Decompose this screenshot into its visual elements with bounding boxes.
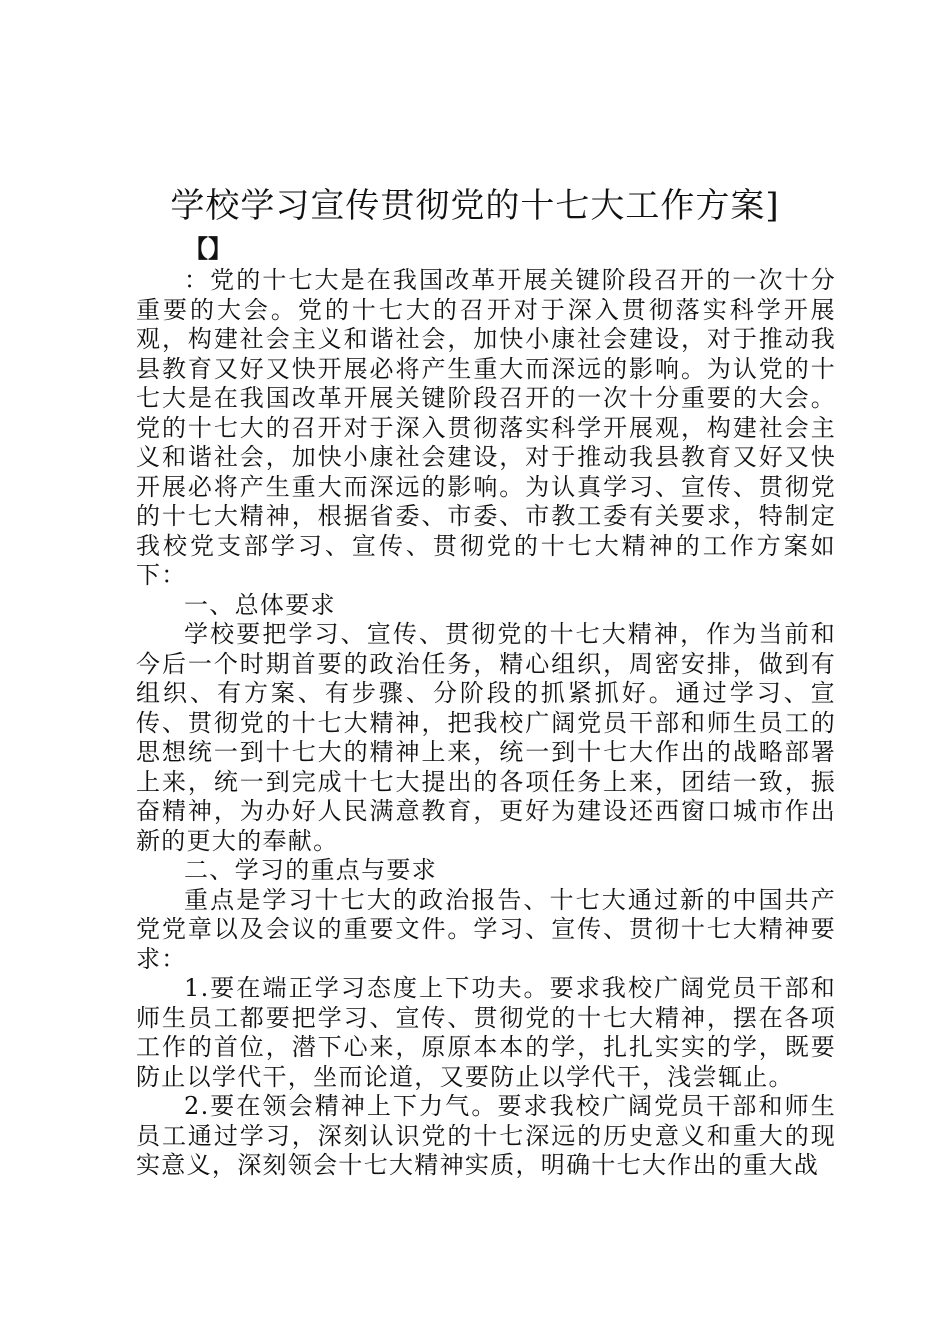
paragraph-overall-requirements: 学校要把学习、宣传、贯彻党的十七大精神，作为当前和今后一个时期首要的政治任务，精心组织，周密安排，做到有组织、有方案、有步骤、分阶段的抓紧抓好。通过学习、宣传、贯彻党的十七大精神，把我校广阔党员干部和师生员工的思想统一到十七大的精神上来，统一到十七大作出的战略部署上来，统一到完成十七大提出的各项任务上来，团结一致，振奋精神，为办好人民满意教育，更好为建设还西窗口城市作出新的更大的奉献。 — [136, 620, 836, 855]
document-body — [136, 266, 836, 1181]
document-title: 学校学习宣传贯彻党的十七大工作方案] — [170, 186, 780, 226]
paragraph-study-focus: 重点是学习十七大的政治报告、十七大通过新的中国共产党党章以及会议的重要文件。学习、宣传、贯彻十七大精神要求： — [136, 885, 836, 973]
paragraph-item-2: 2.要在领会精神上下力气。要求我校广阔党员干部和师生员工通过学习，深刻认识党的十七深远的历史意义和重大的现实意义，深刻领会十七大精神实质，明确十七大作出的重大战 — [136, 1092, 836, 1179]
section-heading-2: 二、学习的重点与要求 — [184, 856, 437, 884]
paragraph-intro: ：党的十七大是在我国改革开展关键阶段召开的一次十分重要的大会。党的十七大的召开对于深入贯彻落实科学开展观，构建社会主义和谐社会，加快小康社会建设，对于推动我县教育又好又快开展必将产生重大而深远的影响。为认党的十七大是在我国改革开展关键阶段召开的一次十分重要的大会。党的十七大的召开对于深入贯彻落实科学开展观，构建社会主义和谐社会，加快小康社会建设，对于推动我县教育又好又快开展必将产生重大而深远的影响。为认真学习、宣传、贯彻党的十七大精神，根据省委、市委、市教工委有关要求，特制定我校党支部学习、宣传、贯彻党的十七大精神的工作方案如下： — [136, 266, 836, 589]
section-heading-1: 一、总体要求 — [184, 590, 336, 619]
document-subtitle: 【】 — [184, 234, 232, 263]
paragraph-item-1: 1.要在端正学习态度上下功夫。要求我校广阔党员干部和师生员工都要把学习、宣传、贯彻党的十七大精神，摆在各项工作的首位，潜下心来，原原本本的学，扎扎实实的学，既要防止以学代干，坐而论道，又要防止以学代干，浅尝辄止。 — [136, 974, 836, 1091]
